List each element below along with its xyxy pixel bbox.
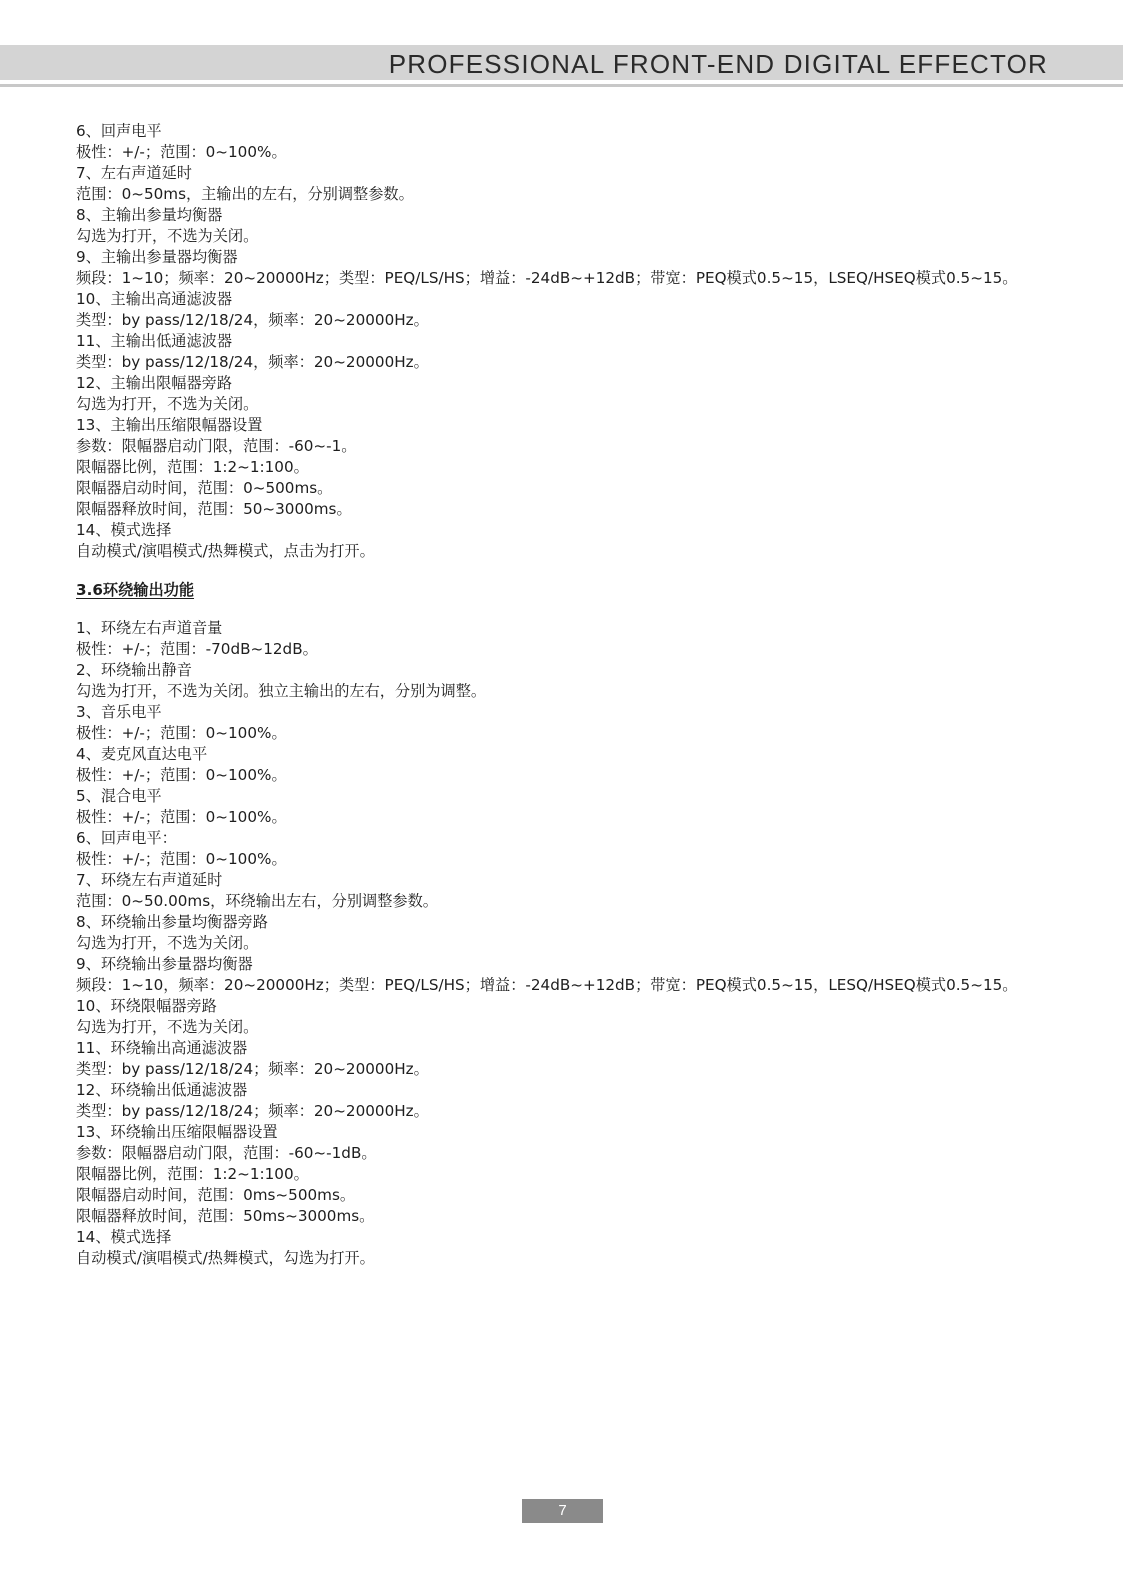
param-description: 勾选为打开，不选为关闭。 bbox=[76, 227, 259, 245]
param-description: 类型：by pass/12/18/24，频率：20~20000Hz。 bbox=[76, 353, 429, 371]
param-heading: 14、模式选择 bbox=[76, 521, 172, 539]
param-heading: 5、混合电平 bbox=[76, 787, 162, 805]
param-heading: 7、左右声道延时 bbox=[76, 164, 192, 182]
param-heading: 11、主输出低通滤波器 bbox=[76, 332, 233, 350]
header-rule bbox=[0, 84, 1123, 87]
param-description: 限幅器比例，范围：1:2~1:100。 bbox=[76, 1165, 309, 1183]
param-description: 自动模式/演唱模式/热舞模式，勾选为打开。 bbox=[76, 1249, 375, 1267]
param-heading: 10、主输出高通滤波器 bbox=[76, 290, 233, 308]
param-description: 勾选为打开，不选为关闭。独立主输出的左右，分别为调整。 bbox=[76, 682, 487, 700]
param-description: 勾选为打开，不选为关闭。 bbox=[76, 934, 259, 952]
param-heading: 8、主输出参量均衡器 bbox=[76, 206, 223, 224]
param-description: 范围：0~50.00ms，环绕输出左右，分别调整参数。 bbox=[76, 892, 438, 910]
param-description: 类型：by pass/12/18/24；频率：20~20000Hz。 bbox=[76, 1102, 429, 1120]
param-description: 频段：1~10，频率：20~20000Hz；类型：PEQ/LS/HS；增益：-24dB~+12dB；带宽：PEQ模式0.5~15，LESQ/HSEQ模式0.5~15。 bbox=[76, 976, 1018, 994]
param-description: 限幅器启动时间，范围：0ms~500ms。 bbox=[76, 1186, 356, 1204]
surround-output-params bbox=[76, 618, 1066, 1269]
param-description: 极性：+/-；范围：0~100%。 bbox=[76, 766, 287, 784]
param-description: 限幅器启动时间，范围：0~500ms。 bbox=[76, 479, 333, 497]
param-description: 限幅器释放时间，范围：50~3000ms。 bbox=[76, 500, 352, 518]
main-output-params bbox=[76, 121, 1066, 562]
param-description: 参数：限幅器启动门限，范围：-60~-1dB。 bbox=[76, 1144, 377, 1162]
param-heading: 7、环绕左右声道延时 bbox=[76, 871, 223, 889]
param-heading: 9、环绕输出参量器均衡器 bbox=[76, 955, 253, 973]
param-description: 极性：+/-；范围：0~100%。 bbox=[76, 808, 287, 826]
param-description: 类型：by pass/12/18/24；频率：20~20000Hz。 bbox=[76, 1060, 429, 1078]
param-heading: 13、主输出压缩限幅器设置 bbox=[76, 416, 263, 434]
param-heading: 6、回声电平： bbox=[76, 829, 177, 847]
page-number: 7 bbox=[522, 1499, 603, 1523]
param-heading: 2、环绕输出静音 bbox=[76, 661, 192, 679]
param-heading: 13、环绕输出压缩限幅器设置 bbox=[76, 1123, 278, 1141]
param-description: 参数：限幅器启动门限，范围：-60~-1。 bbox=[76, 437, 357, 455]
page-header-title: PROFESSIONAL FRONT-END DIGITAL EFFECTOR bbox=[388, 49, 1048, 79]
param-heading: 12、主输出限幅器旁路 bbox=[76, 374, 233, 392]
param-description: 范围：0~50ms，主输出的左右，分别调整参数。 bbox=[76, 185, 414, 203]
param-description: 极性：+/-；范围：0~100%。 bbox=[76, 850, 287, 868]
param-heading: 6、回声电平 bbox=[76, 122, 162, 140]
section-heading: 3.6环绕输出功能 bbox=[76, 581, 195, 599]
param-description: 自动模式/演唱模式/热舞模式，点击为打开。 bbox=[76, 542, 375, 560]
param-heading: 14、模式选择 bbox=[76, 1228, 172, 1246]
param-heading: 9、主输出参量器均衡器 bbox=[76, 248, 238, 266]
param-description: 类型：by pass/12/18/24，频率：20~20000Hz。 bbox=[76, 311, 429, 329]
param-description: 限幅器释放时间，范围：50ms~3000ms。 bbox=[76, 1207, 375, 1225]
param-heading: 10、环绕限幅器旁路 bbox=[76, 997, 217, 1015]
param-heading: 11、环绕输出高通滤波器 bbox=[76, 1039, 248, 1057]
param-heading: 1、环绕左右声道音量 bbox=[76, 619, 223, 637]
param-description: 勾选为打开，不选为关闭。 bbox=[76, 1018, 259, 1036]
param-description: 限幅器比例，范围：1:2~1:100。 bbox=[76, 458, 309, 476]
param-heading: 3、音乐电平 bbox=[76, 703, 162, 721]
param-heading: 4、麦克风直达电平 bbox=[76, 745, 208, 763]
param-description: 极性：+/-；范围：-70dB~12dB。 bbox=[76, 640, 318, 658]
param-description: 极性：+/-；范围：0~100%。 bbox=[76, 724, 287, 742]
param-description: 勾选为打开，不选为关闭。 bbox=[76, 395, 259, 413]
param-heading: 12、环绕输出低通滤波器 bbox=[76, 1081, 248, 1099]
param-heading: 8、环绕输出参量均衡器旁路 bbox=[76, 913, 268, 931]
param-description: 极性：+/-；范围：0~100%。 bbox=[76, 143, 287, 161]
document-body bbox=[76, 121, 1066, 1269]
param-description: 频段：1~10；频率：20~20000Hz；类型：PEQ/LS/HS；增益：-24dB~+12dB；带宽：PEQ模式0.5~15，LSEQ/HSEQ模式0.5~15。 bbox=[76, 269, 1018, 287]
